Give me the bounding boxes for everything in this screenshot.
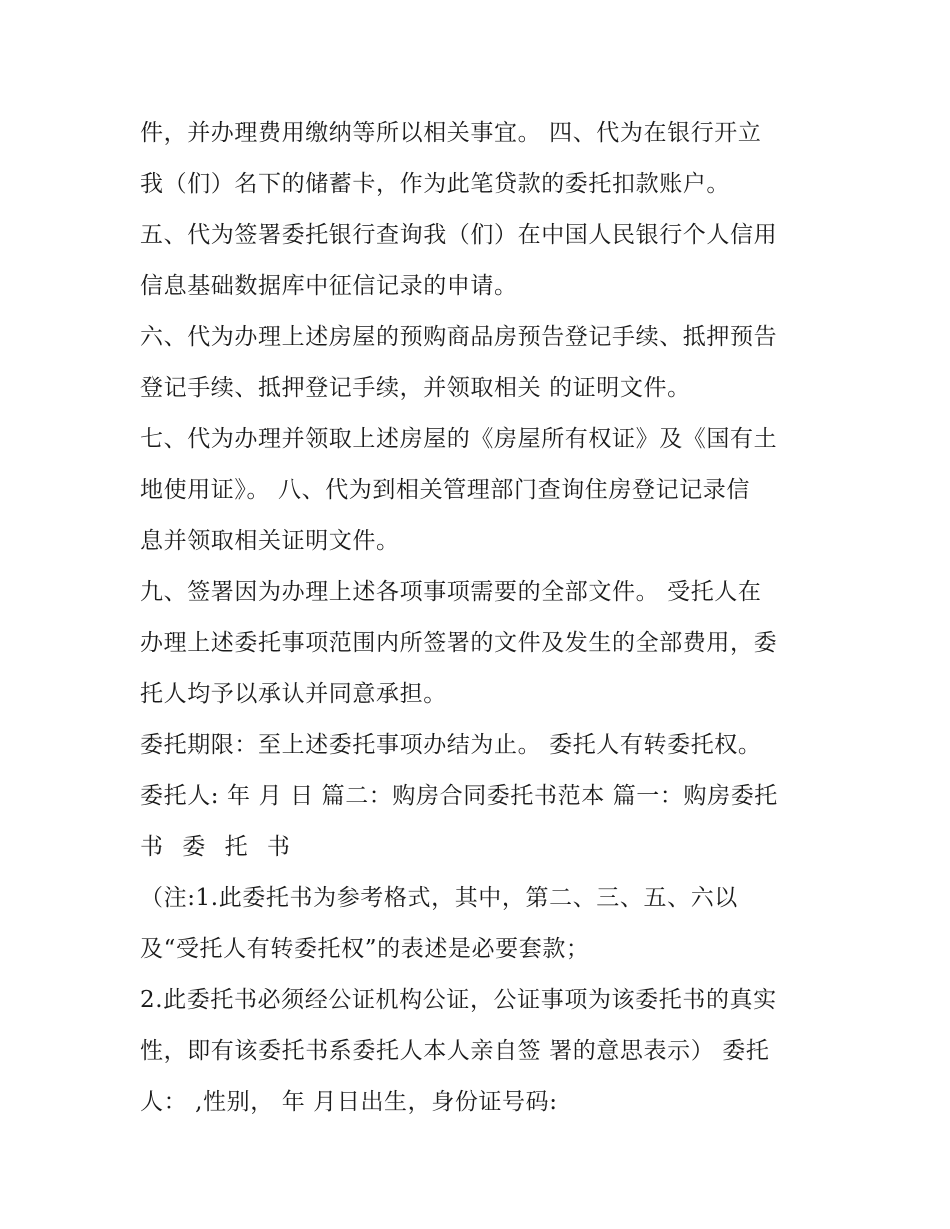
text-line: 办理上述委托事项范围内所签署的文件及发生的全部费用，委: [140, 630, 778, 656]
text-line: 委托期限：至上述委托事项办结为止。 委托人有转委托权。: [140, 732, 762, 758]
text-line: 七、代为办理并领取上述房屋的《房屋所有权证》及《国有土: [140, 426, 778, 452]
text-line: 五、代为签署委托银行查询我（们）在中国人民银行个人信用: [140, 222, 778, 248]
text-line: 2.此委托书必须经公证机构公证，公证事项为该委托书的真实: [140, 987, 777, 1013]
text-line: 托人均予以承认并同意承担。: [140, 681, 447, 707]
text-line: 委托人: 年 月 日 篇二：购房合同委托书范本 篇一：购房委托: [140, 783, 778, 809]
text-line: （注:1.此委托书为参考格式，其中，第二、三、五、六以: [140, 885, 738, 911]
text-line: 信息基础数据库中征信记录的申请。: [140, 273, 518, 299]
document-body: [140, 108, 830, 1128]
text-line: 登记手续、抵押登记手续，并领取相关 的证明文件。: [140, 375, 691, 401]
text-line: 件，并办理费用缴纳等所以相关事宜。 四、代为在银行开立: [140, 120, 762, 146]
text-line: 及“受托人有转委托权”的表述是必要套款；: [140, 936, 590, 962]
document-heading: 书 委 托 书: [140, 834, 296, 860]
text-line: 息并领取相关证明文件。: [140, 528, 400, 554]
text-line: 性，即有该委托书系委托人本人亲自签 署的意思表示） 委托: [140, 1038, 770, 1064]
text-line: 地使用证》。 八、代为到相关管理部门查询住房登记记录信: [140, 477, 751, 503]
text-line: 九、签署因为办理上述各项事项需要的全部文件。 受托人在: [140, 579, 762, 605]
text-line: 六、代为办理上述房屋的预购商品房预告登记手续、抵押预告: [140, 324, 778, 350]
text-line: 人： ,性别， 年 月日出生，身份证号码:: [140, 1089, 558, 1115]
text-line: 我（们）名下的储蓄卡，作为此笔贷款的委托扣款账户。: [140, 171, 730, 197]
